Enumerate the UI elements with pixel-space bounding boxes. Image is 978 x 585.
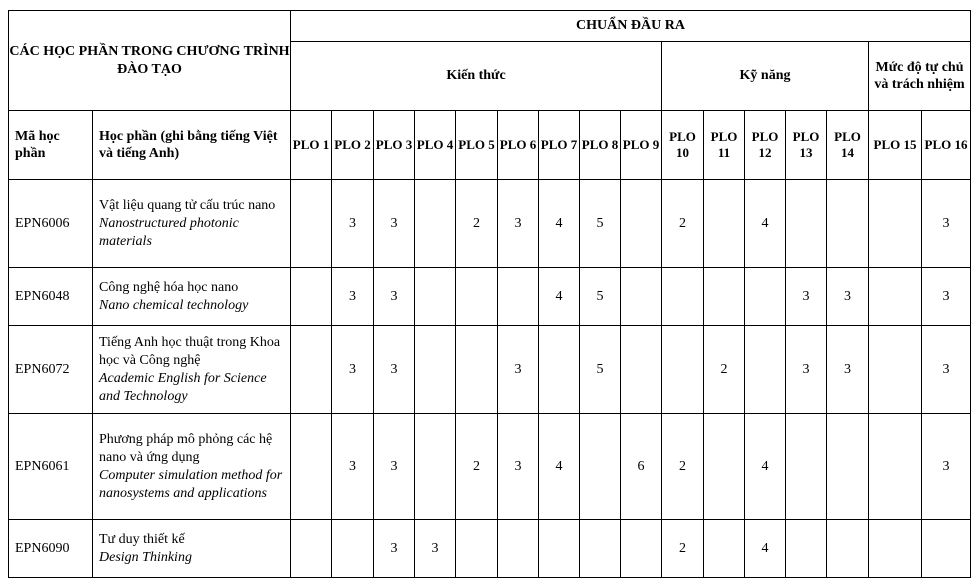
plo-value-cell bbox=[498, 520, 539, 578]
plo-value-cell: 3 bbox=[374, 268, 415, 326]
course-code: EPN6061 bbox=[9, 414, 93, 520]
plo-value-cell: 3 bbox=[827, 268, 869, 326]
plo-header: PLO 16 bbox=[922, 111, 971, 180]
plo-value-cell bbox=[827, 520, 869, 578]
course-row bbox=[9, 414, 971, 520]
plo-value-cell bbox=[291, 268, 332, 326]
plo-value-cell bbox=[922, 520, 971, 578]
plo-value-cell: 4 bbox=[745, 180, 786, 268]
plo-value-cell bbox=[869, 326, 922, 414]
course-name-vi: Tư duy thiết kế bbox=[99, 531, 185, 547]
plo-value-cell bbox=[580, 520, 621, 578]
plo-value-cell: 4 bbox=[539, 414, 580, 520]
plo-value-cell: 3 bbox=[498, 326, 539, 414]
plo-value-cell: 3 bbox=[332, 414, 374, 520]
plo-value-cell: 2 bbox=[662, 520, 704, 578]
course-code: EPN6048 bbox=[9, 268, 93, 326]
plo-value-cell: 3 bbox=[332, 180, 374, 268]
plo-value-cell bbox=[580, 414, 621, 520]
plo-matrix-table bbox=[8, 10, 971, 578]
plo-value-cell bbox=[704, 268, 745, 326]
plo-value-cell: 5 bbox=[580, 268, 621, 326]
plo-value-cell: 3 bbox=[922, 180, 971, 268]
code-column-header: Mã học phần bbox=[9, 111, 93, 180]
plo-header: PLO 3 bbox=[374, 111, 415, 180]
plo-header: PLO 5 bbox=[456, 111, 498, 180]
plo-value-cell bbox=[539, 520, 580, 578]
plo-value-cell: 2 bbox=[662, 414, 704, 520]
plo-value-cell: 3 bbox=[374, 414, 415, 520]
programme-block-header: CÁC HỌC PHẦN TRONG CHƯƠNG TRÌNH ĐÀO TẠO bbox=[9, 11, 291, 111]
plo-value-cell bbox=[621, 268, 662, 326]
plo-value-cell bbox=[662, 268, 704, 326]
plo-value-cell: 2 bbox=[662, 180, 704, 268]
course-name-vi: Vật liệu quang tử cấu trúc nano bbox=[99, 197, 276, 213]
plo-value-cell bbox=[704, 520, 745, 578]
plo-value-cell: 4 bbox=[539, 268, 580, 326]
plo-value-cell bbox=[869, 180, 922, 268]
course-name-cell bbox=[93, 414, 291, 520]
plo-value-cell bbox=[745, 326, 786, 414]
course-code: EPN6006 bbox=[9, 180, 93, 268]
plo-value-cell bbox=[745, 268, 786, 326]
plo-value-cell: 3 bbox=[374, 326, 415, 414]
plo-value-cell bbox=[415, 268, 456, 326]
plo-value-cell bbox=[704, 414, 745, 520]
plo-value-cell: 3 bbox=[922, 326, 971, 414]
plo-header: PLO 10 bbox=[662, 111, 704, 180]
plo-value-cell: 4 bbox=[745, 414, 786, 520]
plo-value-cell: 5 bbox=[580, 326, 621, 414]
plo-value-cell: 5 bbox=[580, 180, 621, 268]
name-column-header: Học phần (ghi bằng tiếng Việt và tiếng Anh) bbox=[93, 111, 291, 180]
course-name-en: Nano chemical technology bbox=[99, 297, 249, 313]
plo-value-cell bbox=[456, 268, 498, 326]
plo-value-cell: 3 bbox=[415, 520, 456, 578]
plo-value-cell bbox=[869, 414, 922, 520]
course-name-vi: Phương pháp mô phỏng các hệ nano và ứng dụng bbox=[99, 431, 273, 465]
course-name-en: Design Thinking bbox=[99, 549, 192, 565]
knowledge-header: Kiến thức bbox=[291, 42, 662, 111]
plo-value-cell: 3 bbox=[374, 180, 415, 268]
plo-value-cell bbox=[786, 414, 827, 520]
course-row bbox=[9, 268, 971, 326]
course-name-cell bbox=[93, 326, 291, 414]
course-code: EPN6090 bbox=[9, 520, 93, 578]
plo-value-cell: 4 bbox=[539, 180, 580, 268]
plo-value-cell bbox=[662, 326, 704, 414]
course-name-cell bbox=[93, 268, 291, 326]
plo-value-cell bbox=[332, 520, 374, 578]
plo-value-cell: 2 bbox=[456, 180, 498, 268]
course-name-cell bbox=[93, 520, 291, 578]
plo-value-cell: 2 bbox=[456, 414, 498, 520]
plo-value-cell bbox=[621, 180, 662, 268]
plo-value-cell bbox=[498, 268, 539, 326]
plo-value-cell bbox=[539, 326, 580, 414]
plo-header: PLO 2 bbox=[332, 111, 374, 180]
plo-header: PLO 8 bbox=[580, 111, 621, 180]
plo-value-cell: 3 bbox=[827, 326, 869, 414]
plo-value-cell bbox=[704, 180, 745, 268]
course-row bbox=[9, 180, 971, 268]
course-name-en: Nanostructured photonic materials bbox=[99, 215, 239, 249]
plo-value-cell bbox=[786, 520, 827, 578]
skills-header: Kỹ năng bbox=[662, 42, 869, 111]
plo-value-cell bbox=[786, 180, 827, 268]
plo-value-cell: 4 bbox=[745, 520, 786, 578]
plo-value-cell: 3 bbox=[498, 180, 539, 268]
plo-value-cell: 3 bbox=[922, 268, 971, 326]
plo-value-cell bbox=[621, 326, 662, 414]
plo-value-cell bbox=[415, 414, 456, 520]
course-name-en: Academic English for Science and Technology bbox=[99, 370, 267, 404]
course-name-cell bbox=[93, 180, 291, 268]
plo-value-cell bbox=[456, 520, 498, 578]
plo-value-cell bbox=[827, 180, 869, 268]
plo-value-cell: 3 bbox=[332, 326, 374, 414]
outcomes-header: CHUẨN ĐẦU RA bbox=[291, 11, 971, 42]
course-name-vi: Tiếng Anh học thuật trong Khoa học và Công nghệ bbox=[99, 334, 281, 368]
course-code: EPN6072 bbox=[9, 326, 93, 414]
plo-header: PLO 1 bbox=[291, 111, 332, 180]
autonomy-header: Mức độ tự chủ và trách nhiệm bbox=[869, 42, 971, 111]
plo-value-cell bbox=[869, 268, 922, 326]
plo-value-cell bbox=[415, 326, 456, 414]
plo-value-cell bbox=[291, 326, 332, 414]
plo-header: PLO 13 bbox=[786, 111, 827, 180]
course-row bbox=[9, 520, 971, 578]
course-name-vi: Công nghệ hóa học nano bbox=[99, 279, 239, 295]
plo-value-cell: 6 bbox=[621, 414, 662, 520]
plo-value-cell bbox=[291, 520, 332, 578]
plo-value-cell bbox=[621, 520, 662, 578]
plo-header: PLO 15 bbox=[869, 111, 922, 180]
plo-value-cell: 2 bbox=[704, 326, 745, 414]
plo-header: PLO 9 bbox=[621, 111, 662, 180]
plo-header: PLO 14 bbox=[827, 111, 869, 180]
plo-value-cell bbox=[827, 414, 869, 520]
plo-header: PLO 12 bbox=[745, 111, 786, 180]
plo-value-cell bbox=[456, 326, 498, 414]
plo-value-cell: 3 bbox=[332, 268, 374, 326]
course-row bbox=[9, 326, 971, 414]
plo-header: PLO 4 bbox=[415, 111, 456, 180]
plo-value-cell bbox=[291, 180, 332, 268]
plo-value-cell bbox=[291, 414, 332, 520]
course-name-en: Computer simulation method for nanosystems and applications bbox=[99, 467, 283, 501]
plo-value-cell: 3 bbox=[922, 414, 971, 520]
plo-header: PLO 11 bbox=[704, 111, 745, 180]
plo-value-cell: 3 bbox=[786, 326, 827, 414]
plo-value-cell bbox=[415, 180, 456, 268]
plo-value-cell: 3 bbox=[498, 414, 539, 520]
plo-header: PLO 7 bbox=[539, 111, 580, 180]
plo-header: PLO 6 bbox=[498, 111, 539, 180]
plo-value-cell bbox=[869, 520, 922, 578]
plo-value-cell: 3 bbox=[374, 520, 415, 578]
plo-value-cell: 3 bbox=[786, 268, 827, 326]
